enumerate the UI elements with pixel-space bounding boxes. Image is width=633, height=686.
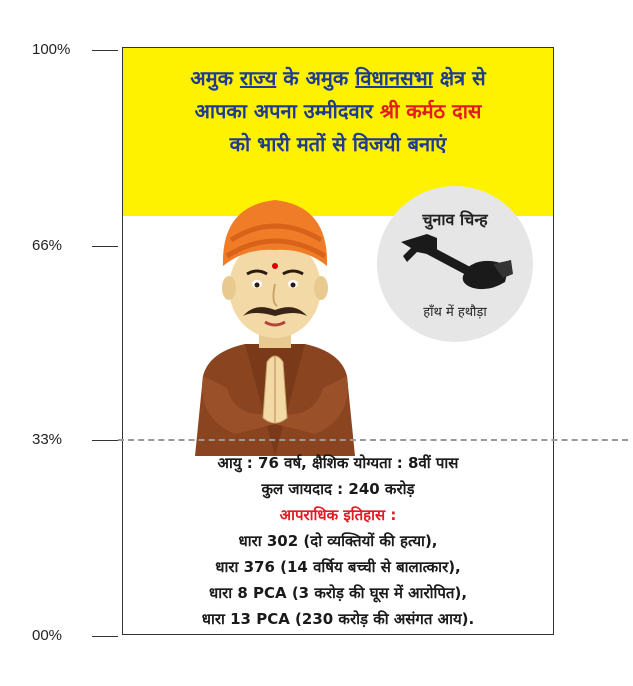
case-item: धारा 376 (14 वर्षिय बच्ची से बालात्कार), xyxy=(215,558,461,576)
scale-label-66: 66% xyxy=(32,237,63,254)
headline-line-1 xyxy=(123,62,553,95)
headline-text: अमुक xyxy=(190,66,240,90)
scale-tick-00 xyxy=(92,636,118,637)
case-item: धारा 8 PCA (3 करोड़ की घूस में आरोपित), xyxy=(208,584,468,602)
candidate-illustration xyxy=(175,156,375,456)
case-item: धारा 302 (दो व्यक्तियों की हत्या), xyxy=(238,532,438,550)
case-item: धारा 13 PCA (230 करोड़ की असंगत आय). xyxy=(201,610,475,628)
headline-line-3: को भारी मतों से विजयी बनाएं xyxy=(229,132,447,156)
symbol-title: चुनाव चिन्ह xyxy=(422,210,488,229)
assets-line: कुल जायदाद : 240 करोड़ xyxy=(261,480,415,498)
headline-text: क्षेत्र से xyxy=(432,66,486,90)
headline-line-2 xyxy=(123,95,553,128)
poster-headline xyxy=(123,62,553,161)
candidate-name: श्री कर्मठ दास xyxy=(379,99,482,123)
headline-constituency: विधानसभा xyxy=(355,66,433,90)
criminal-history-title: आपराधिक इतिहास : xyxy=(279,506,397,524)
scale-tick-100 xyxy=(92,50,118,51)
headline-text: आपका अपना उम्मीदवार xyxy=(194,99,380,123)
candidate-info xyxy=(123,450,553,632)
hand-holding-hammer-icon xyxy=(397,232,513,298)
age-education-line: आयु : 76 वर्ष, क्षैशिक योग्यता : 8वीं पास xyxy=(217,454,459,472)
threshold-dashed-line xyxy=(118,439,628,441)
symbol-caption: हाँथ में हथौड़ा xyxy=(423,305,487,320)
scale-tick-66 xyxy=(92,246,118,247)
scale-tick-33 xyxy=(92,440,118,441)
election-poster xyxy=(122,47,554,635)
headline-text: के अमुक xyxy=(276,66,356,90)
scale-label-33: 33% xyxy=(32,431,63,448)
scale-label-100: 100% xyxy=(32,41,71,58)
scale-label-00: 00% xyxy=(32,627,63,644)
headline-state: राज्य xyxy=(239,66,277,90)
election-symbol-badge xyxy=(377,186,533,342)
